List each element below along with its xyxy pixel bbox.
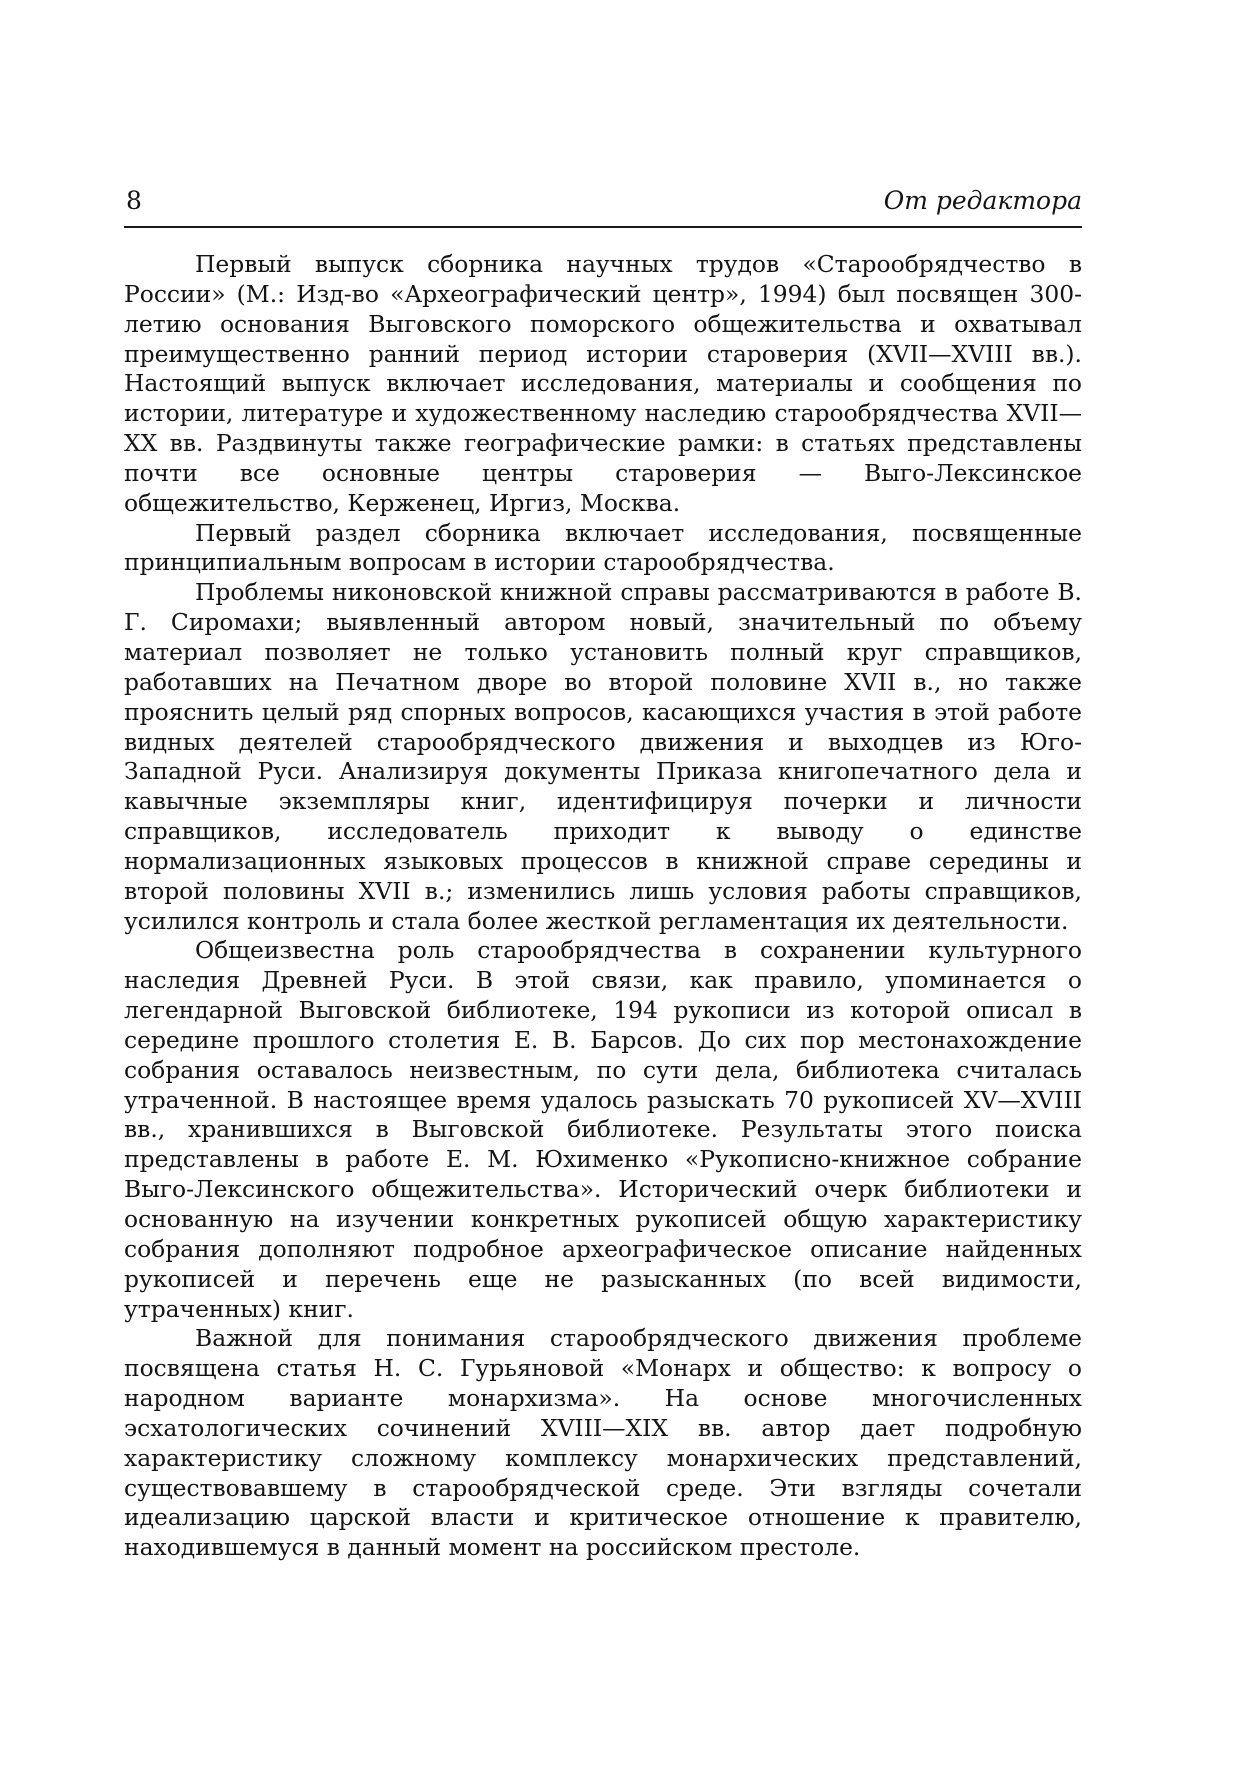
body-text bbox=[124, 250, 1082, 1563]
paragraph: Первый выпуск сборника научных трудов «Старообрядчество в России» (М.: Изд-во «Археографический центр», 1994) был посвящен 300-летию основания Выговского поморского общежительства и охватывал преимущественно ранний период истории староверия (XVII—XVIII вв.). Настоящий выпуск включает исследования, материалы и сообщения по истории, литературе и художественному наследию старообрядчества XVII—XX вв. Раздвинуты также географические рамки: в статьях представлены почти все основные центры староверия — Выго-Лексинское общежительство, Керженец, Иргиз, Москва. bbox=[124, 250, 1082, 517]
book-page bbox=[124, 182, 1082, 1563]
paragraph: Проблемы никоновской книжной справы рассматриваются в работе В. Г. Сиромахи; выявленный автором новый, значительный по объему материал позволяет не только установить полный круг справщиков, работавших на Печатном дворе во второй половине XVII в., но также прояснить целый ряд спорных вопросов, касающихся участия в этой работе видных деятелей старообрядческого движения и выходцев из Юго-Западной Руси. Анализируя документы Приказа книгопечатного дела и кавычные экземпляры книг, идентифицируя почерки и личности справщиков, исследователь приходит к выводу о единстве нормализационных языковых процессов в книжной справе середины и второй половины XVII в.; изменились лишь условия работы справщиков, усилился контроль и стала более жесткой регламентация их деятельности. bbox=[124, 578, 1082, 935]
paragraph: Важной для понимания старообрядческого движения проблеме посвящена статья Н. С. Гурьяновой «Монарх и общество: к вопросу о народном варианте монархизма». На основе многочисленных эсхатологических сочинений XVIII—XIX вв. автор дает подробную характеристику сложному комплексу монархических представлений, существовавшему в старообрядческой среде. Эти взгляды сочетали идеализацию царской власти и критическое отношение к правителю, находившемуся в данный момент на российском престоле. bbox=[124, 1324, 1082, 1562]
running-header bbox=[124, 182, 1082, 228]
running-title: От редактора bbox=[883, 186, 1082, 215]
paragraph: Общеизвестна роль старообрядчества в сохранении культурного наследия Древней Руси. В этой связи, как правило, упоминается о легендарной Выговской библиотеке, 194 рукописи из которой описал в середине прошлого столетия Е. В. Барсов. До сих пор местонахождение собрания оставалось неизвестным, по сути дела, библиотека считалась утраченной. В настоящее время удалось разыскать 70 рукописей XV—XVIII вв., хранившихся в Выговской библиотеке. Результаты этого поиска представлены в работе Е. М. Юхименко «Рукописно-книжное собрание Выго-Лексинского общежительства». Исторический очерк библиотеки и основанную на изучении конкретных рукописей общую характеристику собрания дополняют подробное археографическое описание найденных рукописей и перечень еще не разысканных (по всей видимости, утраченных) книг. bbox=[124, 936, 1082, 1323]
paragraph: Первый раздел сборника включает исследования, посвященные принципиальным вопросам в истории старообрядчества. bbox=[124, 518, 1082, 577]
page-number: 8 bbox=[126, 186, 142, 215]
